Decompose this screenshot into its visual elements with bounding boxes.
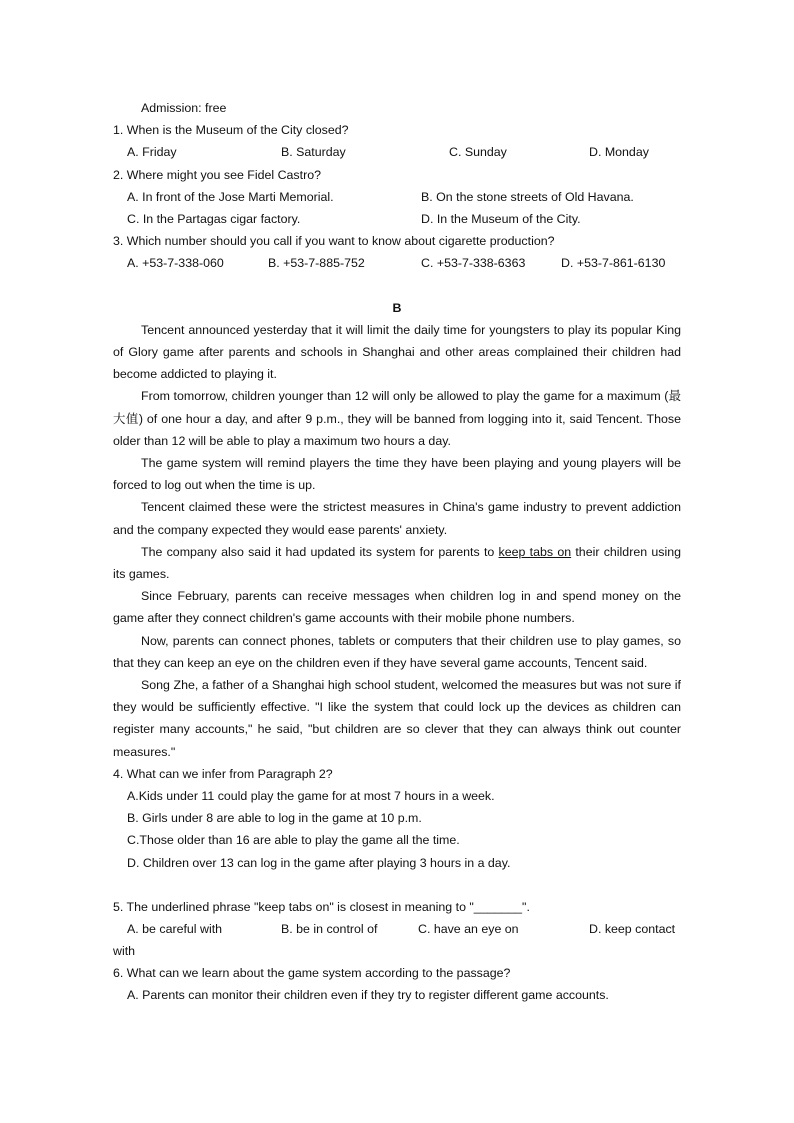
q4-option-a: A.Kids under 11 could play the game for at most 7 hours in a week. bbox=[127, 788, 495, 803]
q5-option-c: C. have an eye on bbox=[418, 921, 519, 936]
passage-paragraph-8: Song Zhe, a father of a Shanghai high school student, welcomed the measures but was not sure if they would be sufficiently effective. "I like the system that could lock up the devices as children can register many accounts," he said, "but children are so clever that they can always think out counter measures." bbox=[113, 677, 681, 759]
q5-option-b: B. be in control of bbox=[281, 921, 378, 936]
question-2-options-row1 bbox=[113, 186, 681, 208]
question-4: 4. What can we infer from Paragraph 2? bbox=[113, 766, 333, 781]
section-heading-b: B bbox=[392, 300, 402, 315]
p5-text-after: their children using its games. bbox=[113, 544, 681, 581]
q3-option-d: D. +53-7-861-6130 bbox=[561, 256, 666, 271]
q4-option-d: D. Children over 13 can log in the game after playing 3 hours in a day. bbox=[127, 855, 511, 870]
q3-option-a: A. +53-7-338-060 bbox=[127, 256, 224, 271]
question-6: 6. What can we learn about the game system according to the passage? bbox=[113, 966, 511, 981]
passage-paragraph-3: The game system will remind players the time they have been playing and young players will be forced to log out when the time is up. bbox=[113, 455, 681, 493]
question-2-options-row2 bbox=[113, 208, 681, 230]
q3-option-b: B. +53-7-885-752 bbox=[268, 256, 365, 271]
passage-paragraph-1: Tencent announced yesterday that it will limit the daily time for youngsters to play its popular King of Glory game after parents and schools in Shanghai and other areas complained their children had become addicted to playing it. bbox=[113, 322, 681, 382]
admission-line: Admission: free bbox=[141, 101, 227, 115]
exam-page bbox=[113, 97, 681, 1007]
question-2: 2. Where might you see Fidel Castro? bbox=[113, 167, 321, 182]
passage-paragraph-2: From tomorrow, children younger than 12 will only be allowed to play the game for a maximum (最大值) of one hour a day, and after 9 p.m., they will be banned from logging into it, said Tencent. Those older than 12 will be able to play a maximum two hours a day. bbox=[113, 389, 681, 448]
p5-text-before: The company also said it had updated its system for parents to bbox=[141, 544, 499, 559]
q2-option-b: B. On the stone streets of Old Havana. bbox=[421, 189, 634, 204]
q1-option-c: C. Sunday bbox=[449, 145, 507, 160]
q2-option-a: A. In front of the Jose Marti Memorial. bbox=[127, 189, 334, 204]
question-1-options bbox=[113, 141, 681, 163]
question-5-options bbox=[113, 918, 681, 940]
q4-option-c: C.Those older than 16 are able to play the game all the time. bbox=[127, 833, 460, 848]
q5-option-a: A. be careful with bbox=[127, 921, 223, 936]
q4-option-b: B. Girls under 8 are able to log in the game at 10 p.m. bbox=[127, 811, 422, 826]
question-5: 5. The underlined phrase "keep tabs on" is closest in meaning to "_______". bbox=[113, 899, 530, 914]
q1-option-b: B. Saturday bbox=[281, 145, 346, 160]
question-1: 1. When is the Museum of the City closed? bbox=[113, 123, 349, 138]
question-3: 3. Which number should you call if you want to know about cigarette production? bbox=[113, 234, 555, 249]
q1-option-a: A. Friday bbox=[127, 145, 177, 160]
q3-option-c: C. +53-7-338-6363 bbox=[421, 256, 526, 271]
passage-paragraph-5 bbox=[113, 541, 681, 585]
q5-option-d: D. keep contact bbox=[589, 921, 676, 936]
q6-option-a: A. Parents can monitor their children even if they try to register different game accounts. bbox=[127, 988, 609, 1003]
passage-paragraph-6: Since February, parents can receive messages when children log in and spend money on the game after they connect children's game accounts with their mobile phone numbers. bbox=[113, 589, 681, 626]
q5-option-d-wrap: with bbox=[113, 944, 136, 959]
q2-option-d: D. In the Museum of the City. bbox=[421, 211, 581, 226]
q2-option-c: C. In the Partagas cigar factory. bbox=[127, 211, 301, 226]
spacer bbox=[113, 874, 681, 896]
question-3-options bbox=[113, 252, 681, 274]
q1-option-d: D. Monday bbox=[589, 145, 649, 160]
spacer bbox=[113, 275, 681, 297]
passage-paragraph-7: Now, parents can connect phones, tablets or computers that their children use to play games, so that they can keep an eye on the children even if they have several game accounts, Tencent said. bbox=[113, 633, 681, 670]
underlined-phrase: keep tabs on bbox=[498, 544, 572, 559]
passage-paragraph-4: Tencent claimed these were the strictest measures in China's game industry to prevent addiction and the company expected they would ease parents' anxiety. bbox=[113, 500, 681, 537]
